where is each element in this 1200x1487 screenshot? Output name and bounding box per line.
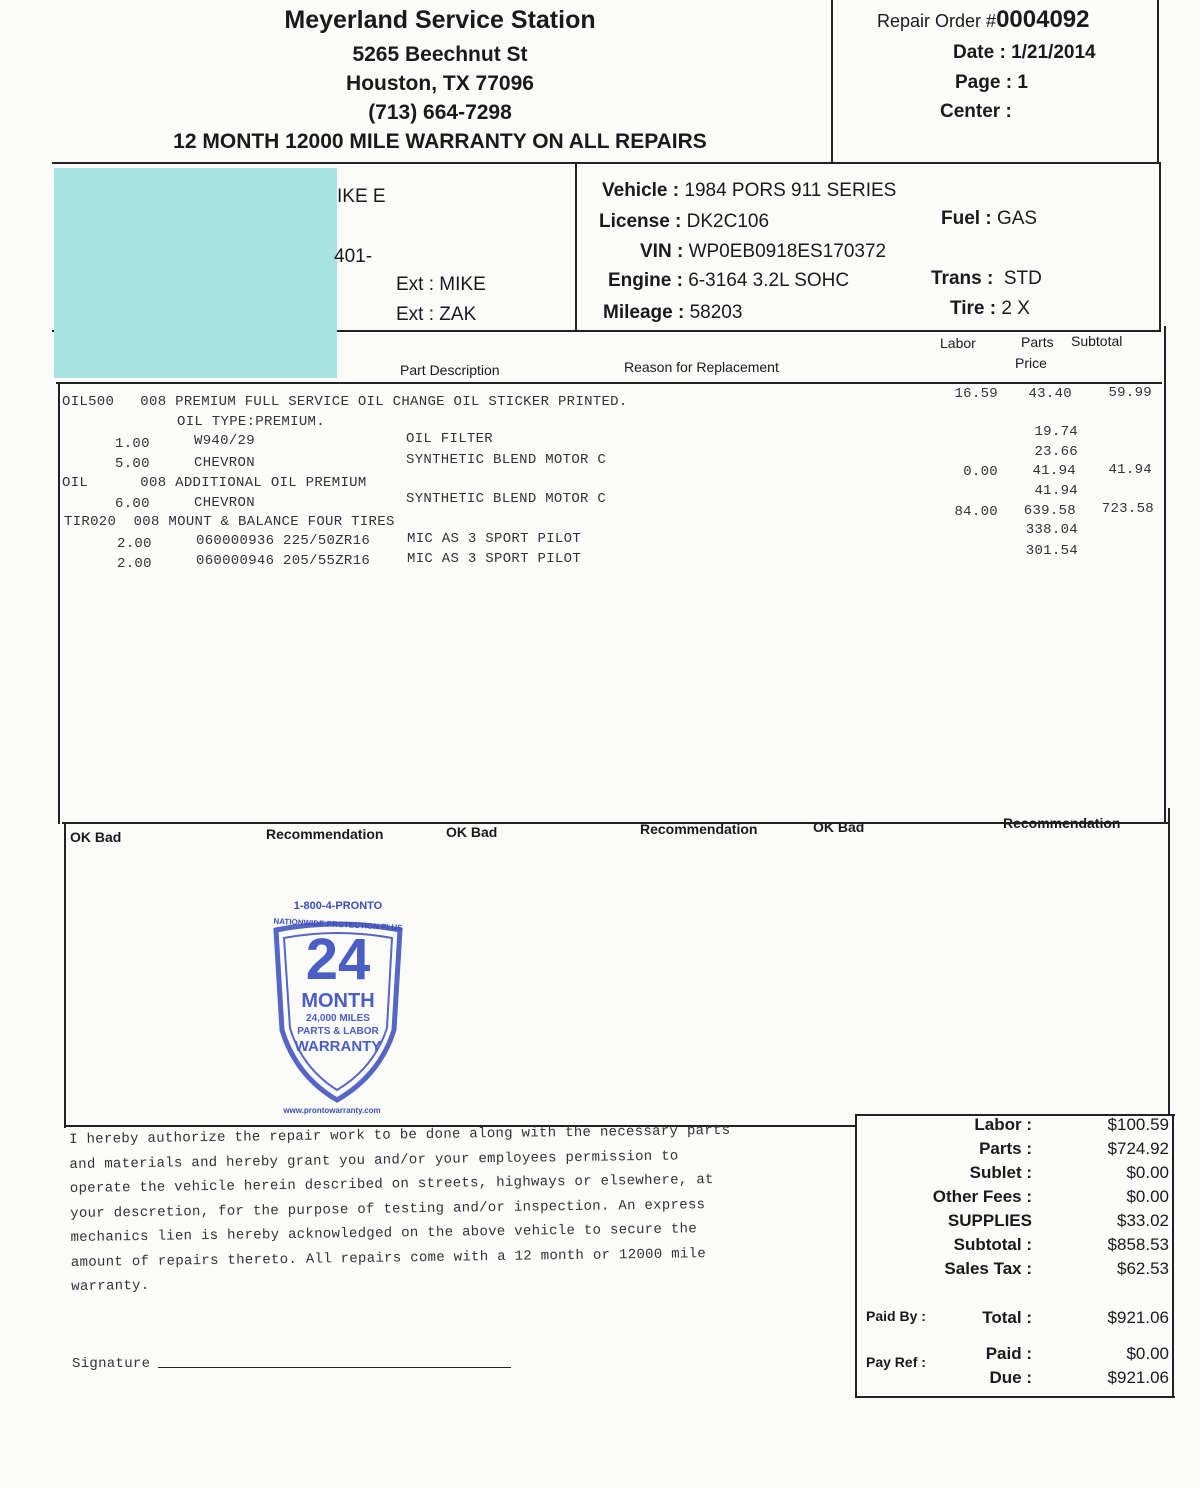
part-price: 19.74: [1034, 424, 1078, 440]
repair-order-number: Repair Order #0004092: [877, 6, 1090, 33]
vehicle-license: License : DK2C106: [599, 211, 770, 232]
line-item-parts: 41.94: [1032, 463, 1076, 479]
inspection-recommendation: Recommendation: [1003, 815, 1121, 831]
vehicle-make: Vehicle : 1984 PORS 911 SERIES: [602, 180, 897, 201]
line-item-parts: 639.58: [1023, 503, 1076, 519]
stamp-phone: 1-800-4-PRONTO: [293, 900, 383, 912]
part-number: W940/29: [194, 433, 255, 449]
inspection-ok-bad: OK Bad: [70, 829, 122, 845]
line-item-subtotal: 723.58: [1101, 501, 1154, 517]
line-item-labor: 16.59: [954, 386, 998, 402]
customer-phone-fragment: 401-: [334, 246, 373, 267]
part-description: OIL FILTER: [406, 431, 494, 447]
signature-label: Signature: [72, 1356, 151, 1372]
shop-city: Houston, TX 77096: [346, 72, 534, 95]
line-item-desc: OIL 008 ADDITIONAL OIL PREMIUM: [62, 475, 367, 491]
pay-ref-label: Pay Ref :: [866, 1354, 926, 1370]
stamp-url: www.prontowarranty.com: [283, 1106, 381, 1115]
inspection-recommendation: Recommendation: [640, 821, 758, 837]
totals-subtotal: Subtotal : $858.53: [953, 1235, 1169, 1254]
totals-sublet: Sublet : $0.00: [969, 1163, 1169, 1182]
part-number: CHEVRON: [194, 455, 255, 471]
line-item-note: OIL TYPE:PREMIUM.: [177, 414, 325, 430]
part-qty: 6.00: [115, 496, 150, 512]
customer-name-fragment: IKE E: [337, 186, 386, 207]
redacted-customer-info: [54, 168, 337, 378]
stamp-number: 24: [305, 927, 371, 992]
col-parts: Parts: [1021, 334, 1054, 350]
totals-other-fees: Other Fees : $0.00: [932, 1187, 1169, 1206]
part-number: 060000946 205/55ZR16: [196, 553, 371, 569]
inspection-ok-bad: OK Bad: [813, 819, 865, 835]
line-item-labor: 84.00: [954, 504, 998, 520]
signature-line[interactable]: [158, 1367, 511, 1368]
vehicle-vin: VIN : WP0EB0918ES170372: [640, 241, 887, 262]
col-reason: Reason for Replacement: [624, 359, 779, 375]
part-price: 301.54: [1025, 543, 1078, 559]
part-price: 23.66: [1034, 444, 1078, 460]
stamp-arc: NATIONWIDE PROTECTION PLUS: [273, 916, 403, 933]
shop-street: 5265 Beechnut St: [352, 43, 528, 66]
totals-supplies: SUPPLIES $33.02: [947, 1211, 1169, 1230]
part-qty: 1.00: [115, 436, 150, 452]
customer-ext-1: Ext : MIKE: [396, 274, 486, 295]
totals-due: Due : $921.06: [989, 1368, 1169, 1387]
part-qty: 5.00: [115, 456, 150, 472]
vehicle-engine: Engine : 6-3164 3.2L SOHC: [608, 270, 850, 291]
totals-parts: Parts : $724.92: [979, 1139, 1169, 1158]
part-price: 338.04: [1025, 522, 1078, 538]
col-price: Price: [1015, 355, 1047, 371]
stamp-warranty: WARRANTY: [294, 1038, 382, 1055]
line-item-subtotal: 41.94: [1108, 462, 1152, 478]
shop-warranty: 12 MONTH 12000 MILE WARRANTY ON ALL REPAIRS: [173, 130, 707, 153]
inspection-ok-bad: OK Bad: [446, 824, 498, 840]
shop-header: [130, 6, 750, 154]
part-qty: 2.00: [117, 536, 152, 552]
col-part-description: Part Description: [400, 362, 500, 378]
warranty-stamp: [262, 900, 412, 1120]
order-center: Center :: [940, 101, 1012, 122]
line-item-desc: TIR020 008 MOUNT & BALANCE FOUR TIRES: [64, 514, 395, 530]
shop-phone: (713) 664-7298: [368, 101, 512, 124]
part-qty: 2.00: [117, 556, 152, 572]
part-number: CHEVRON: [194, 495, 255, 511]
line-item-subtotal: 59.99: [1108, 385, 1152, 401]
totals-paid: Paid : $0.00: [985, 1344, 1169, 1363]
authorization-text: I hereby authorize the repair work to be done along with the necessary parts and materials and hereby grant you and/or your employees permission to operate the vehicle herein described on streets, highways or elsewhere, at your descretion, for the purpose of testing and/or inspection. An express mechanics lien is hereby acknowledged on the above vehicle to secure the amount of repairs thereto. All repairs come with a 12 month or 12000 mile warranty.: [69, 1122, 731, 1295]
part-description: MIC AS 3 SPORT PILOT: [407, 551, 582, 567]
vehicle-mileage: Mileage : 58203: [603, 302, 743, 323]
part-description: SYNTHETIC BLEND MOTOR C: [406, 491, 607, 507]
inspection-recommendation: Recommendation: [266, 826, 384, 842]
col-subtotal: Subtotal: [1071, 333, 1123, 349]
order-date: Date : 1/21/2014: [953, 42, 1096, 63]
paid-by-label: Paid By :: [866, 1308, 926, 1324]
vehicle-tire: Tire : 2 X: [950, 298, 1030, 319]
totals-total: Total : $921.06: [982, 1308, 1169, 1327]
line-item-parts: 43.40: [1028, 386, 1072, 402]
col-labor: Labor: [940, 335, 976, 351]
shop-name: Meyerland Service Station: [284, 6, 596, 34]
stamp-miles: 24,000 MILES: [306, 1013, 370, 1024]
stamp-month: MONTH: [301, 990, 375, 1012]
totals-sales-tax: Sales Tax : $62.53: [944, 1259, 1169, 1278]
vehicle-fuel: Fuel : GAS: [941, 208, 1038, 229]
part-number: 060000936 225/50ZR16: [196, 533, 371, 549]
vehicle-trans: Trans : STD: [931, 268, 1042, 289]
part-description: MIC AS 3 SPORT PILOT: [407, 531, 582, 547]
part-price: 41.94: [1034, 483, 1078, 499]
stamp-parts-labor: PARTS & LABOR: [297, 1026, 379, 1037]
line-item-labor: 0.00: [963, 464, 998, 480]
customer-ext-2: Ext : ZAK: [396, 304, 477, 325]
line-item-desc: OIL500 008 PREMIUM FULL SERVICE OIL CHANGE OIL STICKER PRINTED.: [62, 394, 628, 410]
totals-labor: Labor : $100.59: [974, 1115, 1169, 1134]
order-page: Page : 1: [955, 72, 1028, 93]
part-description: SYNTHETIC BLEND MOTOR C: [406, 452, 607, 468]
